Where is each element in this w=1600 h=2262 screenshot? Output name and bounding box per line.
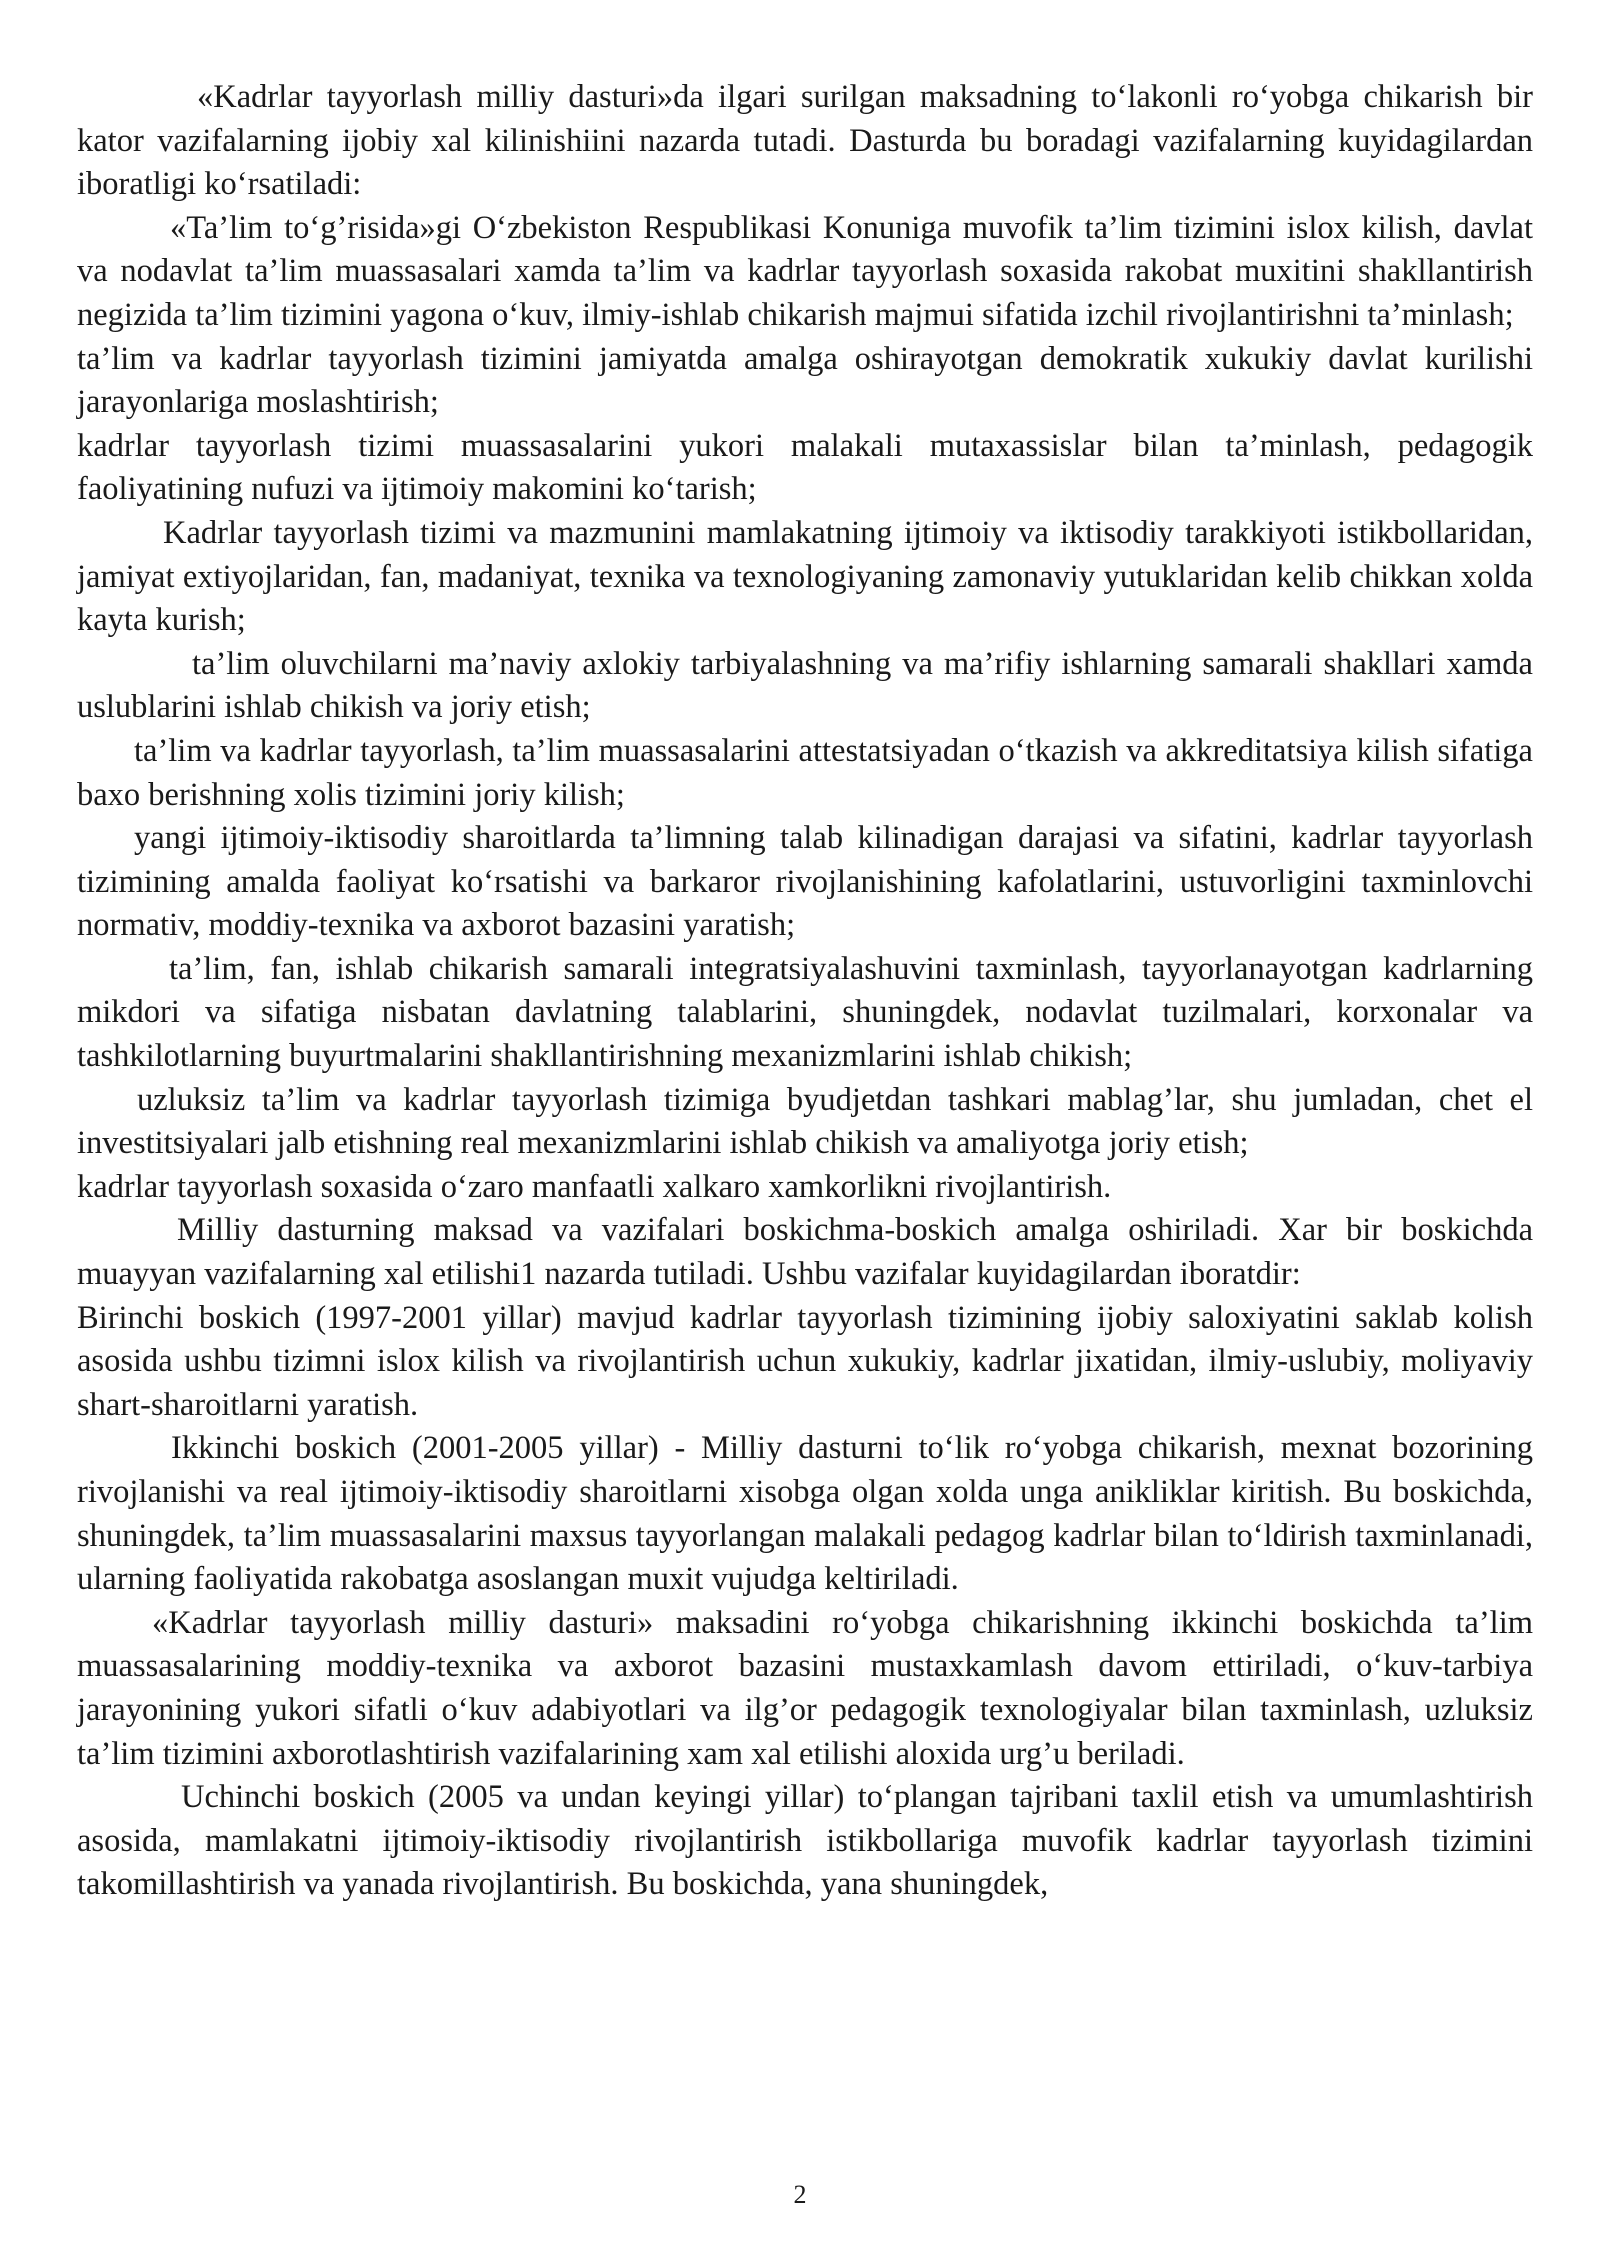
paragraph-task-6: ta’lim va kadrlar tayyorlash, ta’lim muassasalarini attestatsiyadan o‘tkazish va akkreditatsiya kilish sifatiga baxo berishning xolis tizimini joriy kilish; [77, 732, 1533, 813]
paragraph-stage-2-details: «Kadrlar tayyorlash milliy dasturi» maksadini ro‘yobga chikarishning ikkinchi boskichda ta’lim muassasalarining moddiy-texnika va axborot bazasini mustaxkamlash davom ettiriladi, o‘kuv-tarbiya jarayonining yukori sifatli o‘kuv adabiyotlari va ilg’or pedagogik texnologiyalar bilan taxminlash, uzluksiz ta’lim tizimini axborotlashtirish vazifalarining xam xal etilishi aloxida urg’u beriladi. [77, 1604, 1533, 1772]
paragraph-task-1: «Ta’lim to‘g’risida»gi O‘zbekiston Respublikasi Konuniga muvofik ta’lim tizimini islox kilish, davlat va nodavlat ta’lim muassasalari xamda ta’lim va kadrlar tayyorlash soxasida rakobat muxitini shakllantirish negizida ta’lim tizimini yagona o‘kuv, ilmiy-ishlab chikarish majmui sifatida izchil rivojlantirishni ta’minlash; [77, 209, 1533, 333]
document-body [77, 76, 1533, 1907]
paragraph-task-7: yangi ijtimoiy-iktisodiy sharoitlarda ta’limning talab kilinadigan darajasi va sifatini, kadrlar tayyorlash tizimining amalda faoliyat ko‘rsatishi va barkaror rivojlanishining kafolatlarini, ustuvorligini taxminlovchi normativ, moddiy-texnika va axborot bazasini yaratish; [77, 820, 1533, 944]
paragraph-stage-1: Birinchi boskich (1997-2001 yillar) mavjud kadrlar tayyorlash tizimining ijobiy saloxiyatini saklab kolish asosida ushbu tizimni islox kilish va rivojlantirish uchun xukukiy, kadrlar jixatidan, ilmiy-uslubiy, moliyaviy shart-sharoitlarni yaratish. [77, 1299, 1533, 1423]
page-number: 2 [793, 2180, 807, 2209]
paragraph-task-9: uzluksiz ta’lim va kadrlar tayyorlash tizimiga byudjetdan tashkari mablag’lar, shu jumladan, chet el investitsiyalari jalb etishning real mexanizmlarini ishlab chikish va amaliyotga joriy etish; [77, 1081, 1533, 1162]
paragraph-task-10: kadrlar tayyorlash soxasida o‘zaro manfaatli xalkaro xamkorlikni rivojlantirish. [77, 1168, 1112, 1205]
paragraph-task-3: kadrlar tayyorlash tizimi muassasalarini yukori malakali mutaxassislar bilan ta’minlash, pedagogik faoliyatining nufuzi va ijtimoiy makomini ko‘tarish; [77, 427, 1533, 508]
paragraph-intro: «Kadrlar tayyorlash milliy dasturi»da ilgari surilgan maksadning to‘lakonli ro‘yobga chikarish bir kator vazifalarning ijobiy xal kilinishiini nazarda tutadi. Dasturda bu boradagi vazifalarning kuyidagilardan iboratligi ko‘rsatiladi: [77, 79, 1533, 203]
paragraph-stage-2: Ikkinchi boskich (2001-2005 yillar) - Milliy dasturni to‘lik ro‘yobga chikarish, mexnat bozorining rivojlanishi va real ijtimoiy-iktisodiy sharoitlarni xisobga olgan xolda unga anikliklar kiritish. Bu boskichda, shuningdek, ta’lim muassasalarini maxsus tayyorlangan malakali pedagog kadrlar bilan to‘ldirish taxminlanadi, ularning faoliyatida rakobatga asoslangan muxit vujudga keltiriladi. [77, 1430, 1533, 1598]
paragraph-task-4: Kadrlar tayyorlash tizimi va mazmunini mamlakatning ijtimoiy va iktisodiy tarakkiyoti istikbollaridan, jamiyat extiyojlaridan, fan, madaniyat, texnika va texnologiyaning zamonaviy yutuklaridan kelib chikkan xolda kayta kurish; [77, 514, 1533, 639]
paragraph-task-2: ta’lim va kadrlar tayyorlash tizimini jamiyatda amalga oshirayotgan demokratik xukukiy davlat kurilishi jarayonlariga moslashtirish; [77, 340, 1533, 421]
paragraph-stages-intro: Milliy dasturning maksad va vazifalari boskichma-boskich amalga oshiriladi. Xar bir boskichda muayyan vazifalarning xal etilishi1 nazarda tutiladi. Ushbu vazifalar kuyidagilardan iboratdir: [77, 1212, 1533, 1293]
paragraph-task-8: ta’lim, fan, ishlab chikarish samarali integratsiyalashuvini taxminlash, tayyorlanayotgan kadrlarning mikdori va sifatiga nisbatan davlatning talablarini, shuningdek, nodavlat tuzilmalari, korxonalar va tashkilotlarning buyurtmalarini shakllantirishning mexanizmlarini ishlab chikish; [77, 950, 1533, 1075]
paragraph-stage-3: Uchinchi boskich (2005 va undan keyingi yillar) to‘plangan tajribani taxlil etish va umumlashtirish asosida, mamlakatni ijtimoiy-iktisodiy rivojlantirish istikbollariga muvofik kadrlar tayyorlash tizimini takomillashtirish va yanada rivojlantirish. Bu boskichda, yana shuningdek, [77, 1779, 1533, 1903]
paragraph-task-5: ta’lim oluvchilarni ma’naviy axlokiy tarbiyalashning va ma’rifiy ishlarning samarali shakllari xamda uslublarini ishlab chikish va joriy etish; [77, 645, 1533, 726]
